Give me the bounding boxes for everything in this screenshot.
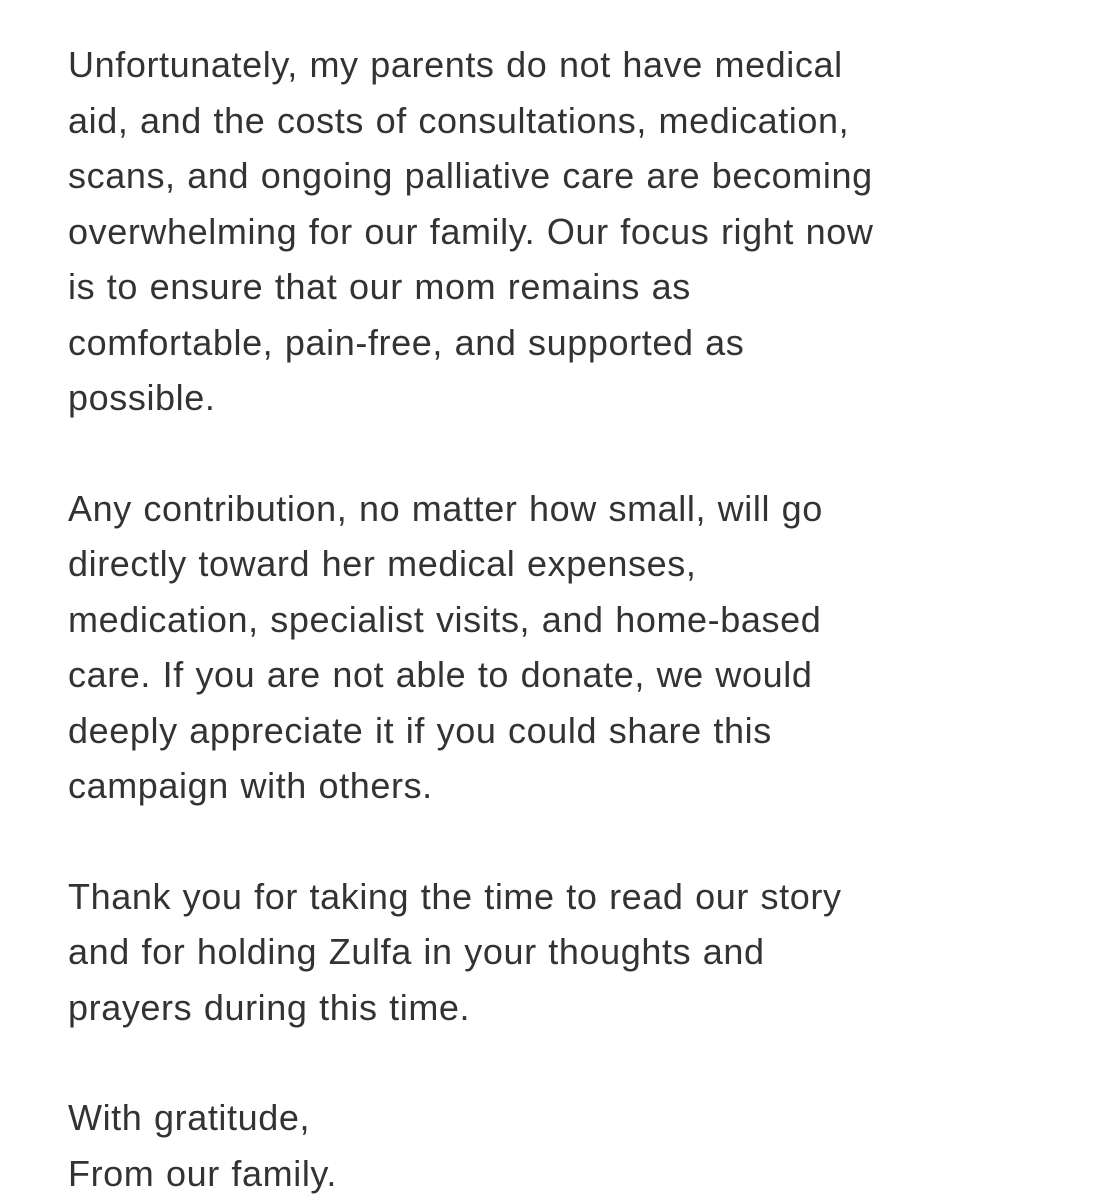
story-text <box>68 37 1058 1201</box>
paragraph-contribution <box>68 481 1058 814</box>
text-line: directly toward her medical expenses, <box>68 536 1058 592</box>
paragraph-medical-costs <box>68 37 1058 426</box>
text-line: Thank you for taking the time to read our story <box>68 869 1058 925</box>
paragraph-signoff <box>68 1090 1058 1201</box>
text-line: care. If you are not able to donate, we would <box>68 647 1058 703</box>
text-line: possible. <box>68 370 1058 426</box>
text-line: aid, and the costs of consultations, medication, <box>68 93 1058 149</box>
paragraph-spacer <box>68 1035 1058 1090</box>
text-line: medication, specialist visits, and home-based <box>68 592 1058 648</box>
text-line: overwhelming for our family. Our focus right now <box>68 204 1058 260</box>
text-line: deeply appreciate it if you could share this <box>68 703 1058 759</box>
paragraph-thanks <box>68 869 1058 1036</box>
text-line: is to ensure that our mom remains as <box>68 259 1058 315</box>
text-line: With gratitude, <box>68 1090 1058 1146</box>
text-line: campaign with others. <box>68 758 1058 814</box>
text-line: Any contribution, no matter how small, will go <box>68 481 1058 537</box>
text-line: and for holding Zulfa in your thoughts and <box>68 924 1058 980</box>
text-line: Unfortunately, my parents do not have medical <box>68 37 1058 93</box>
paragraph-spacer <box>68 814 1058 869</box>
text-line: From our family. <box>68 1146 1058 1201</box>
text-line: comfortable, pain-free, and supported as <box>68 315 1058 371</box>
paragraph-spacer <box>68 426 1058 481</box>
text-line: scans, and ongoing palliative care are becoming <box>68 148 1058 204</box>
text-line: prayers during this time. <box>68 980 1058 1036</box>
